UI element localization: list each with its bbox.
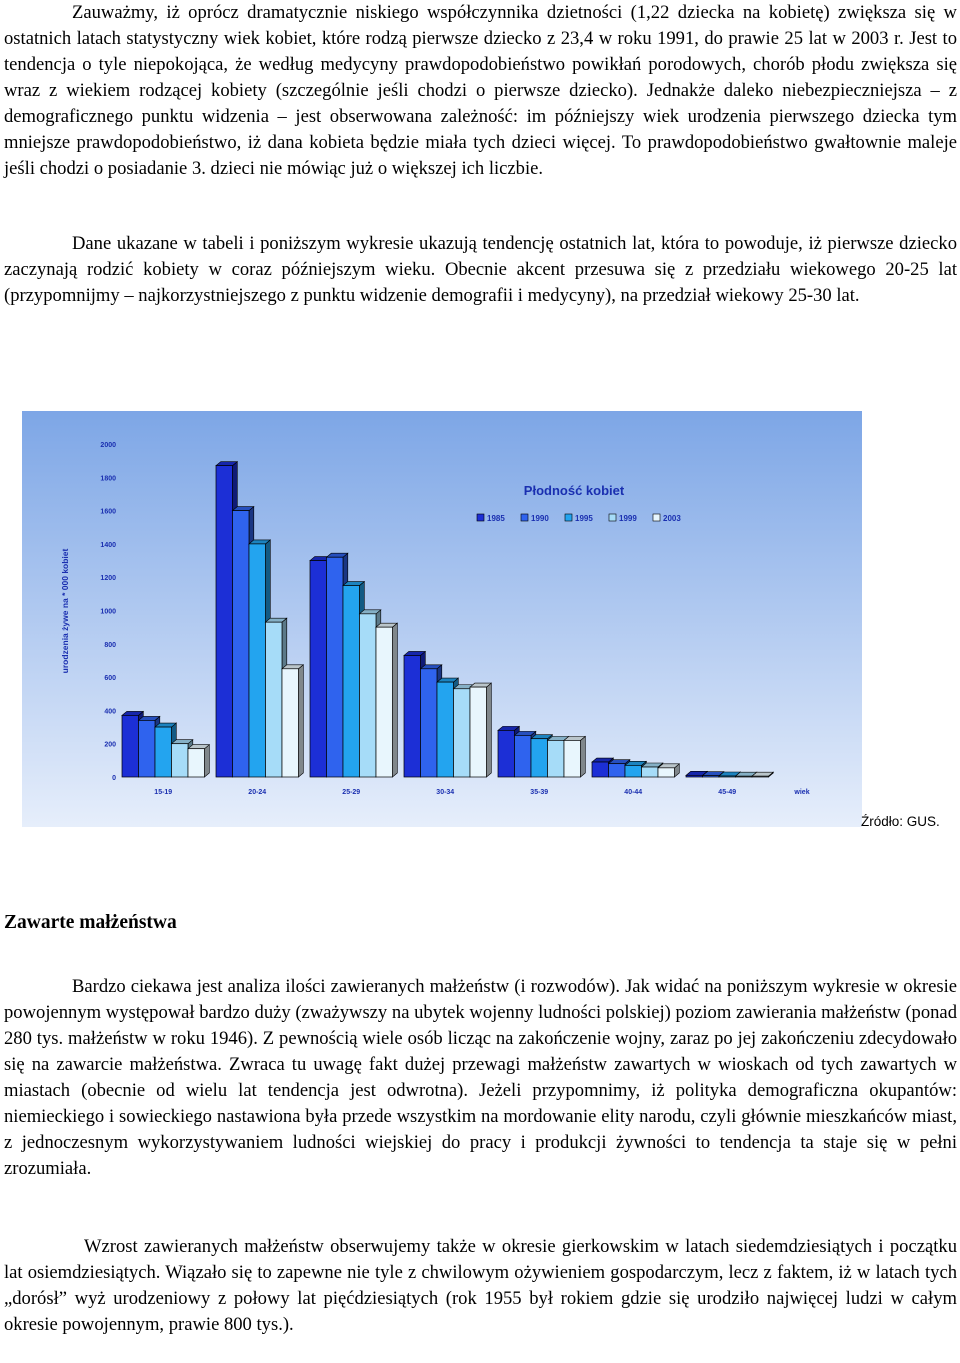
bar — [454, 689, 471, 777]
marriages-growth-paragraph: Wzrost zawieranych małżeństw obserwujemy także w okresie gierkowskim w latach siedemdziesiątych i początku lat osiemdziesiątych. Wiązało się to zapewne nie tyle z chwilowym ożywieniem gospodarczym, lecz z faktem, iż w latach tych „dorósł” wyż urodzeniowy z połowy lat pięćdziesiątych (rok 1955 był rokiem gdzie się urodziło najwięcej ludzi w całym okresie powojennym, prawie 800 tys.). — [4, 1236, 957, 1335]
bar-side — [581, 736, 586, 777]
y-tick-label: 600 — [104, 675, 116, 683]
bar — [752, 776, 769, 777]
y-tick-label: 1200 — [100, 575, 116, 583]
y-tick-label: 2000 — [100, 442, 116, 449]
bar — [122, 715, 139, 777]
bar — [376, 627, 393, 777]
bar-side — [487, 683, 492, 777]
legend-label: 2003 — [663, 514, 681, 523]
bar — [139, 720, 156, 777]
bar — [719, 776, 736, 777]
bar — [327, 557, 344, 777]
chart-title: Płodność kobiet — [523, 483, 625, 498]
y-tick-label: 1000 — [100, 608, 116, 616]
bar — [421, 669, 438, 777]
intro-paragraph: Zauważmy, iż oprócz dramatycznie niskiego współczynnika dzietności (1,22 dziecka na kobietę) zwiększa się w ostatnich latach statystyczny wiek kobiet, które rodzą pierwsze dziecko z 23,4 w roku 1991, do prawie 25 lat w 2003 r. Jest to tendencja o tyle niepokojąca, że według medycyny prawdopodobieństwo powikłań porodowych, chorób płodu zwiększa się wraz z wiekiem rodzącej kobiety (szczególnie jeśli chodzi o pierwsze dziecko). Jednakże daleko niebezpieczniejsza – z demograficznego punktu widzenia – jest obserwowana zależność: im późniejszy wiek urodzenia pierwszego dziecka tym mniejsze prawdopodobieństwo, iż dana kobieta będzie miała tych dzieci więcej. To prawdopodobieństwo gwałtownie maleje jeśli chodzi o posiadanie 3. dzieci nie mówiąc już o większej ich liczbie. — [4, 2, 957, 179]
bar — [233, 511, 250, 777]
bar — [531, 739, 548, 777]
y-tick-label: 1400 — [100, 541, 116, 549]
legend-swatch — [653, 514, 660, 521]
chart-source-note: Źródło: GUS. — [861, 814, 940, 829]
legend-swatch — [565, 514, 572, 521]
legend-swatch — [521, 514, 528, 521]
bar — [172, 744, 189, 777]
y-tick-label: 1800 — [100, 475, 116, 483]
bar-side — [205, 745, 210, 777]
x-tick-label: 45-49 — [718, 789, 737, 796]
bar-side — [393, 623, 398, 777]
bar — [249, 544, 266, 777]
bar — [592, 762, 609, 777]
marriages-paragraph: Bardzo ciekawa jest analiza ilości zawieranych małżeństw (i rozwodów). Jak widać na poniższym wykresie w okresie powojennym występował bardzo duży (zważywszy na ubytek wojenny ludności polskiej) poziom zawierania małżeństw (ponad 280 tys. małżeństw w roku 1946). Z pewnością wiele osób licząc na zakończenie wojny, zaraz po jej zakończeniu zdecydowało się na zawarcie małżeństwa. Zwraca tu uwagę fakt dużej przewagi małżeństw zawartych w wioskach od tych zawartych w miastach (obecnie od wielu lat tendencja jest odwrotna). Jeżeli przypomnimy, iż polityka demograficzna okupantów: niemieckiego i sowieckiego nastawiona była przede wszystkim na mordowanie elity narodu, czyli głównie mieszkańców miast, z jednoczesnym wykorzystywaniem ludności wiejskiej do pracy i produkcji żywności to tendencja ta staje się w pełni zrozumiała. — [4, 976, 957, 1179]
y-tick-label: 200 — [104, 741, 116, 749]
bar — [343, 586, 360, 777]
chart-description-paragraph: Dane ukazane w tabeli i poniższym wykresie ukazują tendencję ostatnich lat, która to powoduje, iż pierwsze dziecko zaczynają rodzić kobiety w coraz późniejszym wieku. Obecnie akcent przesuwa się z przedziału wiekowego 20-25 lat (przypomnijmy – najkorzystniejszego z punktu widzenie demografii i medycyny), na przedział wiekowy 25-30 lat. — [4, 233, 957, 306]
bar — [564, 740, 581, 777]
bar — [548, 740, 565, 777]
x-tick-label: 15-19 — [154, 789, 173, 796]
legend-label: 1990 — [531, 514, 549, 523]
bar — [498, 730, 515, 777]
bar — [658, 768, 675, 777]
x-tick-label: 30-34 — [436, 789, 455, 796]
bar — [282, 669, 299, 777]
bar — [188, 749, 205, 777]
bar — [625, 765, 642, 777]
bar — [642, 767, 659, 777]
y-tick-label: 400 — [104, 708, 116, 716]
bar — [216, 466, 233, 777]
legend-label: 1995 — [575, 514, 593, 523]
y-tick-label: 0 — [112, 775, 116, 782]
y-tick-label: 1600 — [100, 508, 116, 516]
x-tick-label: 40-44 — [624, 789, 643, 796]
bar — [310, 561, 327, 777]
legend-swatch — [609, 514, 616, 521]
legend-label: 1985 — [487, 514, 505, 523]
bar — [360, 614, 377, 777]
bar — [686, 775, 703, 777]
x-tick-label: 25-29 — [342, 789, 361, 796]
section-heading: Zawarte małżeństwa — [4, 912, 177, 933]
y-axis-label: urodzenia żywe na * 000 kobiet — [60, 548, 70, 674]
x-tick-label: 20-24 — [248, 789, 267, 796]
legend-label: 1999 — [619, 514, 637, 523]
legend-swatch — [477, 514, 484, 521]
bar — [155, 727, 172, 777]
bar — [515, 735, 532, 777]
fertility-chart-svg — [22, 411, 862, 827]
x-axis-label: wiek — [794, 789, 810, 796]
x-tick-label: 35-39 — [530, 789, 549, 796]
bar — [609, 764, 626, 777]
bar — [437, 682, 454, 777]
bar — [703, 776, 720, 777]
y-tick-label: 800 — [104, 641, 116, 649]
bar — [404, 655, 421, 777]
bar — [736, 776, 753, 777]
bar — [470, 687, 487, 777]
fertility-chart — [22, 411, 862, 827]
bar — [266, 622, 283, 777]
bar-side — [299, 665, 304, 777]
